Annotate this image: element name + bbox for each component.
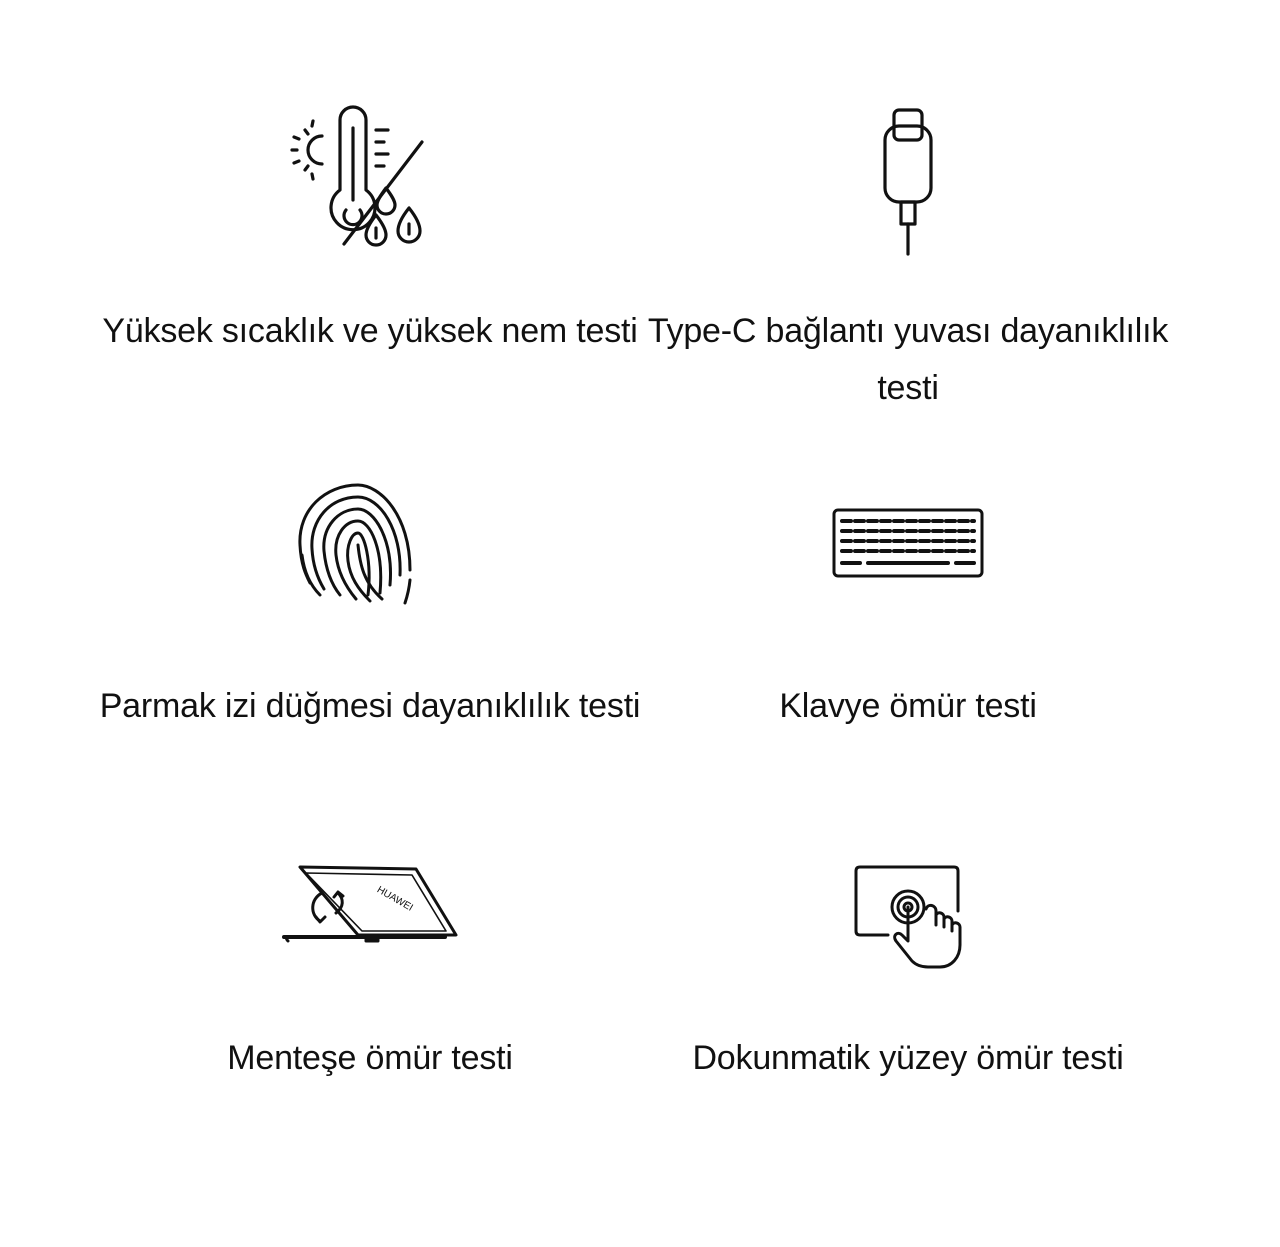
fingerprint-icon	[270, 475, 470, 640]
feature-label: Menteşe ömür testi	[227, 1039, 513, 1077]
laptop-hinge-icon	[270, 855, 470, 1020]
keyboard-icon	[808, 475, 1008, 640]
feature-label: Yüksek sıcaklık ve yüksek nem testi	[102, 312, 638, 350]
feature-keyboard	[628, 475, 1188, 735]
feature-touchpad	[628, 855, 1188, 1087]
temperature-humidity-icon	[270, 100, 470, 265]
touchpad-icon	[808, 855, 1008, 1020]
usb-type-c-icon	[808, 100, 1008, 265]
feature-label: Parmak izi düğmesi dayanıklılık testi	[99, 687, 641, 725]
feature-label: Type-C bağlantı yuvası dayanıklılık testi	[647, 312, 1169, 407]
feature-hinge	[90, 855, 650, 1087]
feature-label: Klavye ömür testi	[779, 687, 1037, 725]
feature-label: Dokunmatik yüzey ömür testi	[692, 1039, 1124, 1077]
feature-type-c	[628, 100, 1188, 417]
brand-text: HUAWEI	[374, 884, 415, 914]
feature-fingerprint	[90, 475, 650, 735]
feature-temperature-humidity	[90, 100, 650, 360]
